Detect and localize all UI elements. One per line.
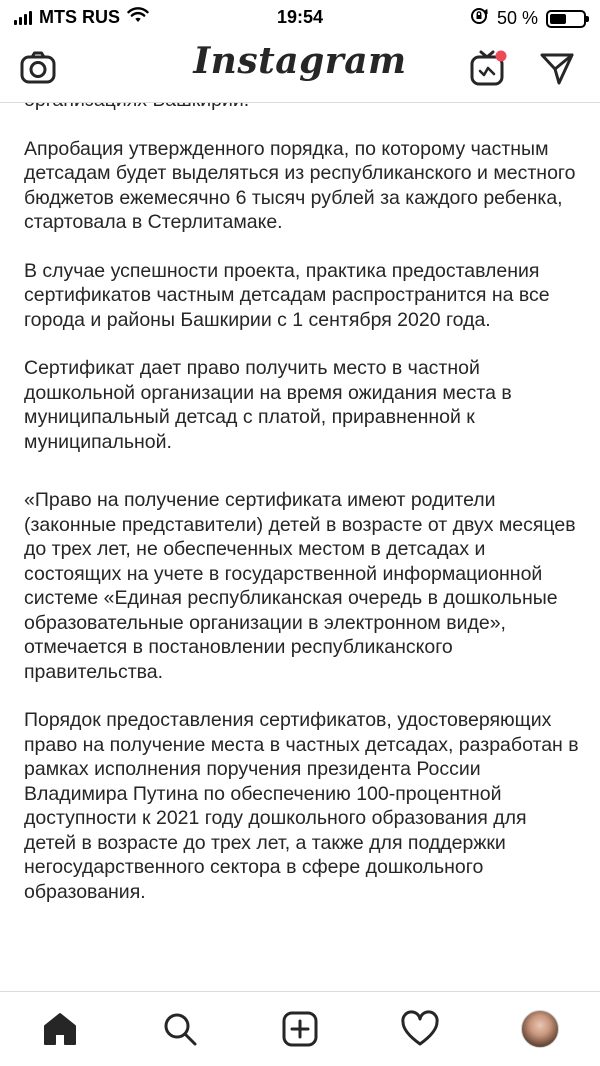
nav-new-post[interactable] — [270, 999, 330, 1059]
paragraph-2: Апробация утвержденного порядка, по которому частным детсадам будет выделяться из республиканского и местного бюджетов ежемесячно 6 тысяч рублей за каждого ребенка, стартовала в Стерлитамаке. — [24, 137, 576, 233]
paragraph-5: «Право на получение сертификата имеют родители (законные представители) детей в возрасте от двух месяцев до трех лет, не обеспеченных местом в детсадах и состоящих на учете в государственной информационной системе «Единая республиканская очередь в дошкольные образовательные организации в электронном виде», отмечается в постановлении республиканского правительства. — [24, 489, 576, 683]
new-post-icon — [281, 1010, 319, 1048]
bottom-nav — [0, 991, 600, 1066]
direct-messages-button[interactable] — [535, 46, 579, 90]
profile-avatar — [521, 1010, 559, 1048]
orientation-lock-icon — [469, 6, 489, 31]
nav-search[interactable] — [150, 999, 210, 1059]
nav-profile[interactable] — [510, 999, 570, 1059]
clock: 19:54 — [276, 7, 324, 27]
nav-activity[interactable] — [390, 999, 450, 1059]
battery-percent: 50 % — [496, 8, 538, 28]
battery-level — [550, 14, 566, 24]
carrier-name: MTS RUS — [39, 7, 120, 27]
activity-heart-icon — [400, 1010, 440, 1048]
status-bar — [0, 0, 600, 34]
battery-icon — [546, 10, 586, 28]
paragraph-6: Порядок предоставления сертификатов, удостоверяющих право на получение места в частных детсадах, разработан в рамках исполнения поручения президента России Владимира Путина по обеспечению 100-процентной доступности к 2021 году дошкольного образования для детей в возрасте до трех лет, а также для поддержки негосударственного сектора в сфере дошкольного образования. — [24, 709, 579, 903]
home-icon — [41, 1010, 79, 1048]
paragraph-4: Сертификат дает право получить место в частной дошкольной организации на время ожидания места в муниципальный детсад с платой, приравненной к муниципальной. — [24, 357, 512, 453]
article-text — [24, 88, 580, 928]
post-content[interactable] — [0, 103, 600, 992]
igtv-button[interactable] — [466, 46, 510, 90]
search-icon — [161, 1010, 199, 1048]
notification-dot — [496, 51, 507, 62]
app-header — [0, 34, 600, 103]
igtv-icon — [468, 48, 508, 88]
direct-message-icon — [538, 49, 576, 87]
status-right — [469, 6, 586, 31]
paragraph-3: В случае успешности проекта, практика предоставления сертификатов частным детсадам распространится на все города и районы Башкирии с 1 сентября 2020 года. — [24, 259, 550, 331]
nav-home[interactable] — [30, 999, 90, 1059]
instagram-logo[interactable]: Instagram — [193, 40, 407, 82]
